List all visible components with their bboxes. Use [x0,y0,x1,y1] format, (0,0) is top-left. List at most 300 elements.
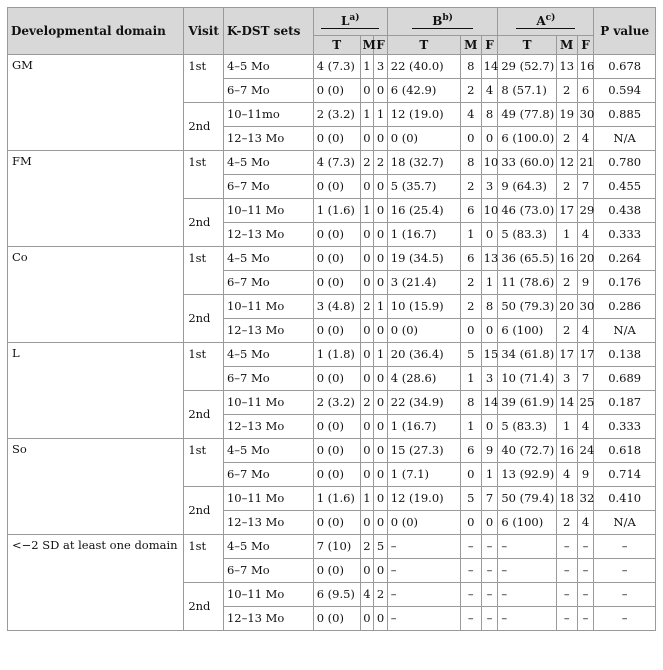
header-group-l: $L^{a)}$ [313,8,387,36]
table-row [8,55,656,79]
l-total-cell: 1 (1.6) [313,199,360,223]
domain-cell: GM [8,55,184,151]
b-total-cell: 12 (19.0) [387,103,460,127]
b-total-cell: 16 (25.4) [387,199,460,223]
b-female-cell: 10 [481,199,498,223]
b-female-cell: 14 [481,391,498,415]
l-female-cell: 2 [374,151,388,175]
b-female-cell: 3 [481,175,498,199]
header-visit: Visit [184,8,224,55]
a-female-cell: – [577,559,594,583]
b-female-cell: 7 [481,487,498,511]
l-total-cell: 1 (1.8) [313,343,360,367]
set-cell: 4–5 Mo [223,343,313,367]
l-total-cell: 4 (7.3) [313,55,360,79]
a-total-cell: 5 (83.3) [498,223,556,247]
b-female-cell: – [481,535,498,559]
b-female-cell: – [481,559,498,583]
set-cell: 6–7 Mo [223,367,313,391]
set-cell: 4–5 Mo [223,151,313,175]
l-male-cell: 0 [360,511,374,535]
l-male-cell: 0 [360,319,374,343]
b-male-cell: 6 [460,247,481,271]
results-table [7,7,656,631]
a-female-cell: 25 [577,391,594,415]
set-cell: 6–7 Mo [223,463,313,487]
table-row [8,151,656,175]
a-total-cell: 6 (100.0) [498,127,556,151]
set-cell: 10–11 Mo [223,295,313,319]
b-female-cell: 15 [481,343,498,367]
l-total-cell: 6 (9.5) [313,583,360,607]
a-female-cell: 30 [577,103,594,127]
a-female-cell: 7 [577,175,594,199]
l-male-cell: 2 [360,391,374,415]
l-total-cell: 0 (0) [313,511,360,535]
l-male-cell: 0 [360,463,374,487]
b-total-cell: 6 (42.9) [387,79,460,103]
pvalue-cell: N/A [594,319,656,343]
a-male-cell: 17 [556,343,577,367]
a-female-cell: 4 [577,415,594,439]
set-cell: 6–7 Mo [223,271,313,295]
b-male-cell: 2 [460,175,481,199]
b-total-cell: 5 (35.7) [387,175,460,199]
pvalue-cell: 0.438 [594,199,656,223]
b-male-cell: – [460,607,481,631]
l-male-cell: 1 [360,103,374,127]
pvalue-cell: 0.264 [594,247,656,271]
a-female-cell: 29 [577,199,594,223]
a-total-cell: 46 (73.0) [498,199,556,223]
header-group-a: $A^{c)}$ [498,8,594,36]
l-total-cell: 0 (0) [313,175,360,199]
a-total-cell: 49 (77.8) [498,103,556,127]
a-total-cell: 11 (78.6) [498,271,556,295]
l-male-cell: 0 [360,247,374,271]
pvalue-cell: 0.333 [594,415,656,439]
a-male-cell: – [556,535,577,559]
visit-cell: 1st [184,439,224,487]
visit-cell: 1st [184,343,224,391]
b-female-cell: 8 [481,295,498,319]
l-male-cell: 2 [360,295,374,319]
set-cell: 12–13 Mo [223,127,313,151]
a-total-cell: – [498,559,556,583]
pvalue-cell: N/A [594,511,656,535]
set-cell: 10–11 Mo [223,487,313,511]
table-row [8,439,656,463]
set-cell: 12–13 Mo [223,511,313,535]
set-cell: 4–5 Mo [223,247,313,271]
l-male-cell: 0 [360,367,374,391]
b-male-cell: – [460,583,481,607]
header-b-total: T [387,36,460,55]
domain-cell: L [8,343,184,439]
a-male-cell: 17 [556,199,577,223]
b-total-cell: – [387,559,460,583]
l-total-cell: 0 (0) [313,415,360,439]
set-cell: 12–13 Mo [223,319,313,343]
set-cell: 6–7 Mo [223,79,313,103]
b-male-cell: – [460,559,481,583]
a-male-cell: 18 [556,487,577,511]
b-male-cell: 6 [460,439,481,463]
pvalue-cell: 0.455 [594,175,656,199]
a-total-cell: 8 (57.1) [498,79,556,103]
table-row [8,535,656,559]
a-total-cell: 13 (92.9) [498,463,556,487]
l-female-cell: 0 [374,199,388,223]
b-female-cell: 0 [481,415,498,439]
domain-cell: So [8,439,184,535]
pvalue-cell: 0.689 [594,367,656,391]
a-male-cell: – [556,607,577,631]
a-female-cell: 30 [577,295,594,319]
b-total-cell: 20 (36.4) [387,343,460,367]
l-total-cell: 0 (0) [313,463,360,487]
l-total-cell: 3 (4.8) [313,295,360,319]
b-male-cell: 6 [460,199,481,223]
b-female-cell: 0 [481,127,498,151]
a-male-cell: 14 [556,391,577,415]
visit-cell: 1st [184,535,224,583]
b-female-cell: 3 [481,367,498,391]
l-male-cell: 0 [360,343,374,367]
header-pvalue: P value [594,8,656,55]
l-male-cell: 0 [360,415,374,439]
l-female-cell: 0 [374,415,388,439]
l-total-cell: 0 (0) [313,127,360,151]
b-female-cell: 0 [481,223,498,247]
pvalue-cell: – [594,535,656,559]
l-female-cell: 0 [374,271,388,295]
a-female-cell: 9 [577,271,594,295]
set-cell: 12–13 Mo [223,223,313,247]
a-male-cell: 3 [556,367,577,391]
visit-cell: 2nd [184,487,224,535]
a-female-cell: 7 [577,367,594,391]
b-female-cell: – [481,583,498,607]
b-male-cell: 1 [460,367,481,391]
b-total-cell: 10 (15.9) [387,295,460,319]
l-female-cell: 0 [374,487,388,511]
l-male-cell: 4 [360,583,374,607]
l-female-cell: 1 [374,343,388,367]
b-male-cell: 4 [460,103,481,127]
header-l-total: T [313,36,360,55]
pvalue-cell: N/A [594,127,656,151]
l-female-cell: 5 [374,535,388,559]
b-male-cell: 0 [460,127,481,151]
header-a-total: T [498,36,556,55]
set-cell: 12–13 Mo [223,415,313,439]
a-total-cell: 29 (52.7) [498,55,556,79]
b-total-cell: 0 (0) [387,319,460,343]
b-total-cell: 22 (34.9) [387,391,460,415]
visit-cell: 1st [184,247,224,295]
a-male-cell: 2 [556,79,577,103]
b-female-cell: 0 [481,319,498,343]
a-total-cell: 6 (100) [498,319,556,343]
l-total-cell: 0 (0) [313,559,360,583]
set-cell: 10–11mo [223,103,313,127]
a-female-cell: 4 [577,223,594,247]
b-female-cell: 9 [481,439,498,463]
l-female-cell: 1 [374,295,388,319]
l-female-cell: 0 [374,439,388,463]
a-total-cell: 33 (60.0) [498,151,556,175]
l-male-cell: 0 [360,175,374,199]
a-female-cell: – [577,535,594,559]
visit-cell: 2nd [184,199,224,247]
a-female-cell: 4 [577,511,594,535]
l-female-cell: 2 [374,583,388,607]
b-total-cell: 1 (16.7) [387,223,460,247]
a-female-cell: 32 [577,487,594,511]
l-total-cell: 0 (0) [313,367,360,391]
a-total-cell: 9 (64.3) [498,175,556,199]
a-female-cell: 20 [577,247,594,271]
l-male-cell: 0 [360,559,374,583]
a-male-cell: 2 [556,127,577,151]
b-male-cell: 0 [460,511,481,535]
b-male-cell: 1 [460,415,481,439]
b-female-cell: 0 [481,511,498,535]
set-cell: 6–7 Mo [223,175,313,199]
a-total-cell: 36 (65.5) [498,247,556,271]
l-female-cell: 0 [374,463,388,487]
b-total-cell: – [387,583,460,607]
pvalue-cell: – [594,607,656,631]
pvalue-cell: 0.780 [594,151,656,175]
l-male-cell: 2 [360,535,374,559]
l-total-cell: 1 (1.6) [313,487,360,511]
a-total-cell: 5 (83.3) [498,415,556,439]
a-total-cell: – [498,607,556,631]
l-total-cell: 0 (0) [313,79,360,103]
b-total-cell: 4 (28.6) [387,367,460,391]
b-male-cell: – [460,535,481,559]
l-female-cell: 0 [374,223,388,247]
l-male-cell: 0 [360,79,374,103]
l-female-cell: 0 [374,247,388,271]
a-male-cell: 12 [556,151,577,175]
l-total-cell: 4 (7.3) [313,151,360,175]
l-female-cell: 0 [374,127,388,151]
domain-cell: FM [8,151,184,247]
b-male-cell: 1 [460,223,481,247]
pvalue-cell: 0.187 [594,391,656,415]
a-male-cell: – [556,583,577,607]
domain-cell: Co [8,247,184,343]
pvalue-cell: 0.678 [594,55,656,79]
b-total-cell: 15 (27.3) [387,439,460,463]
b-male-cell: 8 [460,151,481,175]
a-female-cell: 6 [577,79,594,103]
b-total-cell: – [387,607,460,631]
a-total-cell: 39 (61.9) [498,391,556,415]
pvalue-cell: 0.618 [594,439,656,463]
a-total-cell: 40 (72.7) [498,439,556,463]
pvalue-cell: 0.714 [594,463,656,487]
a-total-cell: 6 (100) [498,511,556,535]
visit-cell: 2nd [184,391,224,439]
a-total-cell: – [498,583,556,607]
a-total-cell: – [498,535,556,559]
l-female-cell: 0 [374,607,388,631]
l-total-cell: 2 (3.2) [313,391,360,415]
set-cell: 4–5 Mo [223,535,313,559]
b-total-cell: 0 (0) [387,127,460,151]
a-female-cell: – [577,607,594,631]
a-male-cell: 1 [556,415,577,439]
set-cell: 6–7 Mo [223,559,313,583]
b-total-cell: – [387,535,460,559]
set-cell: 12–13 Mo [223,607,313,631]
a-total-cell: 50 (79.3) [498,295,556,319]
b-male-cell: 5 [460,343,481,367]
b-total-cell: 22 (40.0) [387,55,460,79]
pvalue-cell: 0.176 [594,271,656,295]
pvalue-cell: 0.410 [594,487,656,511]
a-female-cell: 4 [577,319,594,343]
pvalue-cell: – [594,583,656,607]
b-male-cell: 0 [460,319,481,343]
pvalue-cell: 0.333 [594,223,656,247]
header-a-male: M [556,36,577,55]
header-b-female: F [481,36,498,55]
l-female-cell: 0 [374,79,388,103]
l-male-cell: 1 [360,487,374,511]
b-female-cell: 8 [481,103,498,127]
l-female-cell: 1 [374,103,388,127]
l-total-cell: 2 (3.2) [313,103,360,127]
set-cell: 10–11 Mo [223,199,313,223]
l-female-cell: 0 [374,559,388,583]
domain-cell: <−2 SD at least one domain [8,535,184,631]
a-female-cell: 21 [577,151,594,175]
b-male-cell: 0 [460,463,481,487]
header-l-female: F [374,36,388,55]
l-total-cell: 0 (0) [313,607,360,631]
pvalue-cell: 0.286 [594,295,656,319]
pvalue-cell: 0.594 [594,79,656,103]
l-total-cell: 0 (0) [313,439,360,463]
l-female-cell: 0 [374,511,388,535]
b-female-cell: 10 [481,151,498,175]
b-female-cell: 1 [481,271,498,295]
b-female-cell: – [481,607,498,631]
l-total-cell: 7 (10) [313,535,360,559]
l-female-cell: 0 [374,367,388,391]
a-female-cell: 4 [577,127,594,151]
a-male-cell: 16 [556,439,577,463]
visit-cell: 1st [184,151,224,199]
set-cell: 10–11 Mo [223,583,313,607]
a-female-cell: 9 [577,463,594,487]
table-body [8,55,656,631]
l-male-cell: 1 [360,55,374,79]
a-male-cell: 4 [556,463,577,487]
a-male-cell: 19 [556,103,577,127]
l-male-cell: 1 [360,199,374,223]
a-male-cell: 2 [556,319,577,343]
l-male-cell: 0 [360,271,374,295]
l-male-cell: 0 [360,607,374,631]
a-total-cell: 10 (71.4) [498,367,556,391]
set-cell: 4–5 Mo [223,55,313,79]
b-male-cell: 2 [460,295,481,319]
l-total-cell: 0 (0) [313,223,360,247]
a-male-cell: 1 [556,223,577,247]
header-domain: Developmental domain [8,8,184,55]
b-male-cell: 2 [460,271,481,295]
a-male-cell: – [556,559,577,583]
l-male-cell: 0 [360,127,374,151]
a-male-cell: 16 [556,247,577,271]
l-male-cell: 2 [360,151,374,175]
a-female-cell: 24 [577,439,594,463]
visit-cell: 1st [184,55,224,103]
a-male-cell: 2 [556,175,577,199]
l-total-cell: 0 (0) [313,247,360,271]
b-male-cell: 5 [460,487,481,511]
b-total-cell: 1 (16.7) [387,415,460,439]
table-row [8,247,656,271]
results-table-container [7,7,656,631]
l-female-cell: 0 [374,319,388,343]
l-female-cell: 0 [374,175,388,199]
header-a-female: F [577,36,594,55]
header-l-male: M [360,36,374,55]
a-female-cell: 16 [577,55,594,79]
a-total-cell: 34 (61.8) [498,343,556,367]
l-male-cell: 0 [360,439,374,463]
a-male-cell: 2 [556,271,577,295]
pvalue-cell: – [594,559,656,583]
b-total-cell: 18 (32.7) [387,151,460,175]
b-male-cell: 2 [460,79,481,103]
pvalue-cell: 0.138 [594,343,656,367]
b-female-cell: 14 [481,55,498,79]
visit-cell: 2nd [184,103,224,151]
b-male-cell: 8 [460,391,481,415]
b-female-cell: 1 [481,463,498,487]
a-female-cell: – [577,583,594,607]
l-female-cell: 0 [374,391,388,415]
a-male-cell: 2 [556,511,577,535]
header-sets: K-DST sets [223,8,313,55]
pvalue-cell: 0.885 [594,103,656,127]
a-male-cell: 13 [556,55,577,79]
l-male-cell: 0 [360,223,374,247]
b-female-cell: 4 [481,79,498,103]
a-female-cell: 17 [577,343,594,367]
b-total-cell: 19 (34.5) [387,247,460,271]
visit-cell: 2nd [184,295,224,343]
b-female-cell: 13 [481,247,498,271]
set-cell: 4–5 Mo [223,439,313,463]
header-b-male: M [460,36,481,55]
a-total-cell: 50 (79.4) [498,487,556,511]
b-total-cell: 3 (21.4) [387,271,460,295]
l-female-cell: 3 [374,55,388,79]
b-total-cell: 1 (7.1) [387,463,460,487]
b-total-cell: 12 (19.0) [387,487,460,511]
b-total-cell: 0 (0) [387,511,460,535]
a-male-cell: 20 [556,295,577,319]
